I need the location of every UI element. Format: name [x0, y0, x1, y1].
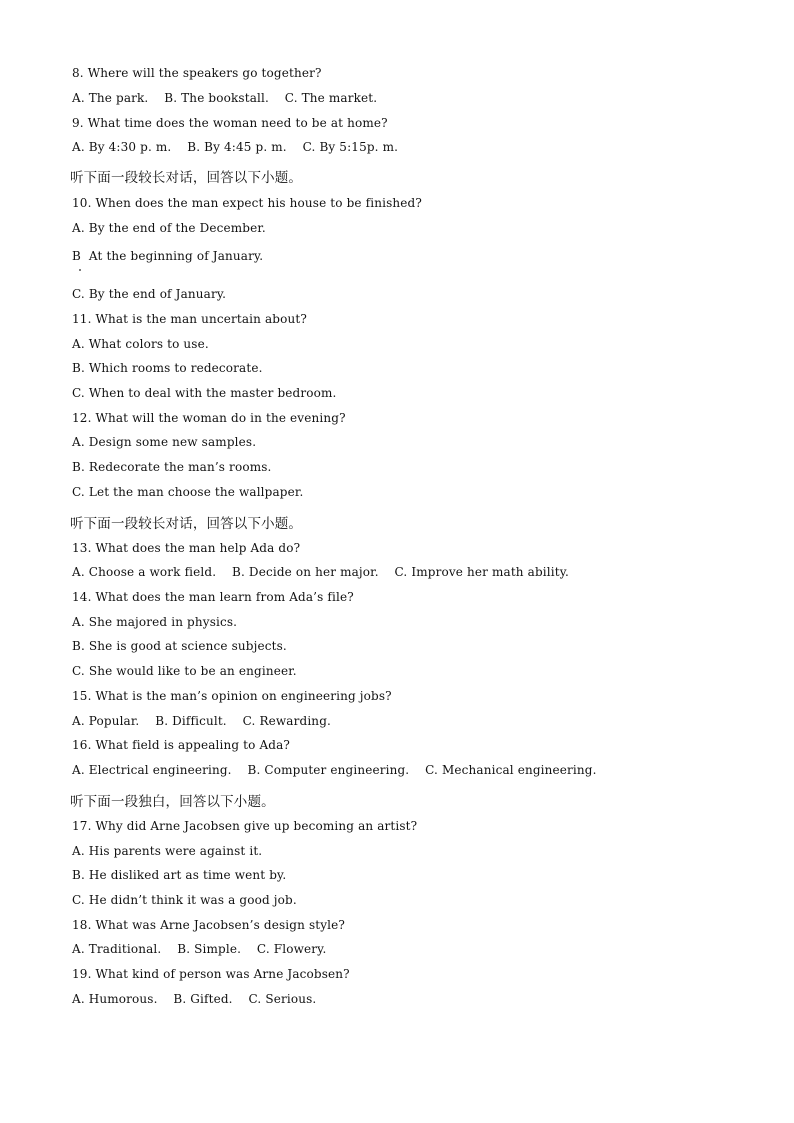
answer-options: B. He disliked art as time went by.	[72, 868, 287, 882]
answer-options: A. Popular. B. Difficult. C. Rewarding.	[72, 714, 331, 728]
question-text: 11. What is the man uncertain about?	[72, 312, 307, 326]
answer-options: A. Choose a work field. B. Decide on her major. C. Improve her math ability.	[72, 565, 570, 579]
question-text: 15. What is the man’s opinion on engineering jobs?	[72, 689, 392, 703]
answer-options: C. She would like to be an engineer.	[72, 664, 297, 678]
answer-options: A. The park. B. The bookstall. C. The market.	[72, 91, 378, 105]
question-text: 17. Why did Arne Jacobsen give up becoming an artist?	[72, 819, 418, 833]
question-text: 19. What kind of person was Arne Jacobsen?	[72, 967, 350, 981]
answer-options: C. He didn’t think it was a good job.	[72, 893, 297, 907]
answer-options: C. Let the man choose the wallpaper.	[72, 485, 304, 499]
section-instruction: 听下面一段较长对话，回答以下小题。	[70, 516, 303, 532]
answer-options: A. Traditional. B. Simple. C. Flowery.	[72, 942, 327, 956]
question-text: 16. What field is appealing to Ada?	[72, 738, 290, 752]
answer-options: A. By the end of the December.	[72, 221, 266, 235]
stray-mark	[79, 269, 81, 271]
question-text: 14. What does the man learn from Ada’s file?	[72, 590, 354, 604]
answer-options: A. Electrical engineering. B. Computer engineering. C. Mechanical engineering.	[72, 763, 597, 777]
answer-options: B. She is good at science subjects.	[72, 639, 287, 653]
answer-options: C. By the end of January.	[72, 287, 227, 301]
question-text: 12. What will the woman do in the evening?	[72, 411, 346, 425]
answer-options: A. Humorous. B. Gifted. C. Serious.	[72, 992, 317, 1006]
answer-options: A. By 4:30 p. m. B. By 4:45 p. m. C. By 5:15p. m.	[72, 140, 399, 154]
question-text: 8. Where will the speakers go together?	[72, 66, 322, 80]
answer-options: A. Design some new samples.	[72, 435, 257, 449]
question-text: 10. When does the man expect his house to be finished?	[72, 196, 422, 210]
question-text: 13. What does the man help Ada do?	[72, 541, 301, 555]
answer-options: A. His parents were against it.	[72, 844, 263, 858]
answer-options: C. When to deal with the master bedroom.	[72, 386, 337, 400]
answer-options: A. She majored in physics.	[72, 615, 238, 629]
answer-options: B. Which rooms to redecorate.	[72, 361, 263, 375]
section-instruction: 听下面一段独白，回答以下小题。	[70, 794, 275, 810]
question-text: 9. What time does the woman need to be at home?	[72, 116, 388, 130]
question-text: 18. What was Arne Jacobsen’s design style?	[72, 918, 346, 932]
section-instruction: 听下面一段较长对话，回答以下小题。	[70, 170, 303, 186]
answer-options: B At the beginning of January.	[72, 249, 264, 263]
answer-options: B. Redecorate the man’s rooms.	[72, 460, 272, 474]
answer-options: A. What colors to use.	[72, 337, 209, 351]
